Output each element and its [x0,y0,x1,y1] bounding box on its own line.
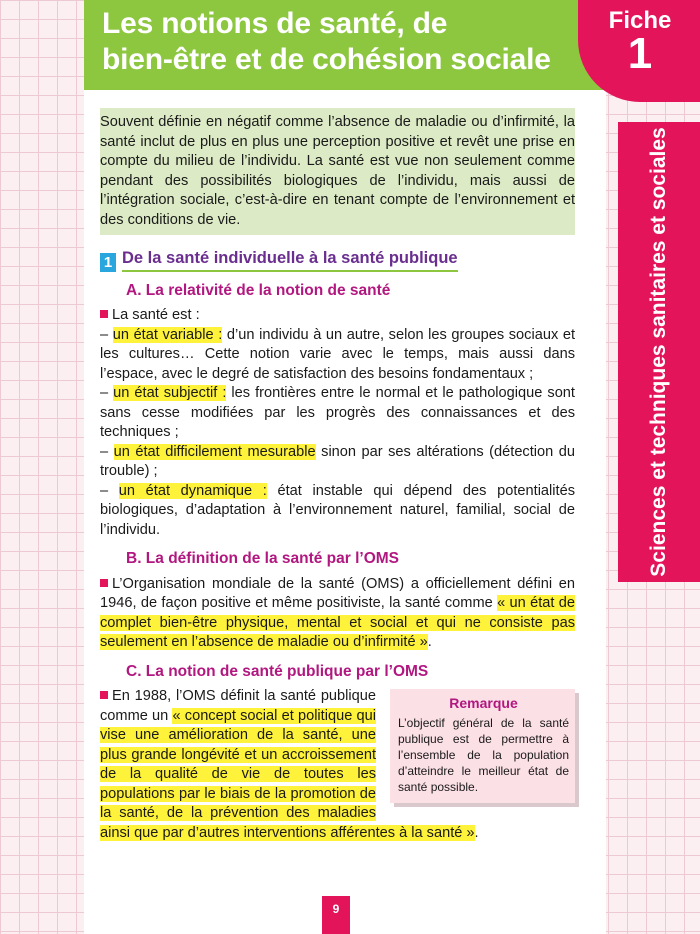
highlighted-term: un état dynamique : [118,482,267,499]
subsection-a-lead [100,306,575,326]
item-text: d’un individu à un autre, selon les groupes sociaux et les cultures… Cette notion varie avec le temps, mais aussi dans l’espace, avec le degré de satisfaction des besoins fondamentaux ; [100,326,576,382]
remark-title: Remarque [449,695,518,711]
remark-box [390,689,575,803]
highlighted-quote: « un état de complet bien-être physique, mental et social et qui ne consiste pas seulement en l’absence de maladie ou d’infirmité » [100,595,575,650]
dash: – [100,482,119,499]
end-punctuation: . [427,634,432,650]
subsection-b-text [100,575,575,653]
section-1-heading [100,249,575,272]
square-bullet-icon [100,579,108,587]
dash: – [100,326,113,343]
subsection-c-title: C. La notion de santé publique par l’OMS [126,662,429,680]
square-bullet-icon [100,310,108,318]
list-item [100,482,575,541]
highlighted-quote: « concept social et politique qui vise une amélioration de la santé, une plus grande longévité et un accroissement de la qualité de vie de toutes les populations par le biais de la promotion de la santé, de la prévention des maladies ainsi que par d’autres interventions afférentes à la santé » [100,707,475,841]
page-number: 9 [322,896,350,934]
dash: – [100,385,114,401]
main-content [100,108,575,843]
title-line-1: Les notions de santé, de [102,7,448,40]
item-text: les frontières entre le normal et le pathologique sont sans cesse modifiées par les progrès des connaissances et des techniques ; [100,385,575,440]
remark-text: L’objectif général de la santé publique est de permettre à l’ensemble de la population d’atteindre le meilleur état de santé possible. [398,716,569,794]
body-text: En 1988, l’OMS définit la santé publique comme un [100,688,376,724]
highlighted-term: un état difficilement mesurable [113,443,316,460]
title-line-2: bien-être et de cohésion sociale [102,43,551,76]
item-text: sinon par ses altérations (détection du trouble) ; [100,443,575,479]
fiche-label: Fiche [608,7,672,34]
page-title [102,6,606,78]
subject-sidebar [618,122,700,582]
page-header [84,0,606,90]
subject-sidebar-label: Sciences et techniques sanitaires et sociales [647,127,670,577]
end-punctuation: . [474,824,479,841]
section-number: 1 [100,253,116,272]
list-item [100,326,575,385]
intro-text: Souvent définie en négatif comme l’absence de maladie ou d’infirmité, la santé inclut de plus en plus une perception positive et revêt une prise en compte du milieu de l’individu. La santé est vue non seulement comme pendant des possibilités biologiques de l’individu, mais aussi de l’intégration sociale, c’est-à-dire en tenant compte de l’environnement et des conditions de vie. [100,114,575,228]
item-text: état instable qui dépend des potentialités biologiques, d’adaptation à l’environnement naturel, familial, social de l’individu. [100,482,576,538]
subsection-a-title: A. La relativité de la notion de santé [126,281,391,299]
list-item [100,443,575,482]
section-title: De la santé individuelle à la santé publique [122,249,458,272]
highlighted-term: un état subjectif : [113,385,227,401]
square-bullet-icon [100,691,108,699]
body-text: L’Organisation mondiale de la santé (OMS) a officiellement défini en 1946, de façon positive et même positiviste, la santé comme [100,575,575,611]
subsection-b-title: B. La définition de la santé par l’OMS [126,550,400,567]
lead-text: La santé est : [112,307,200,323]
intro-box [100,108,575,235]
list-item [100,384,575,443]
fiche-number: 1 [627,29,653,78]
dash: – [100,443,114,460]
highlighted-term: un état variable : [112,326,223,343]
